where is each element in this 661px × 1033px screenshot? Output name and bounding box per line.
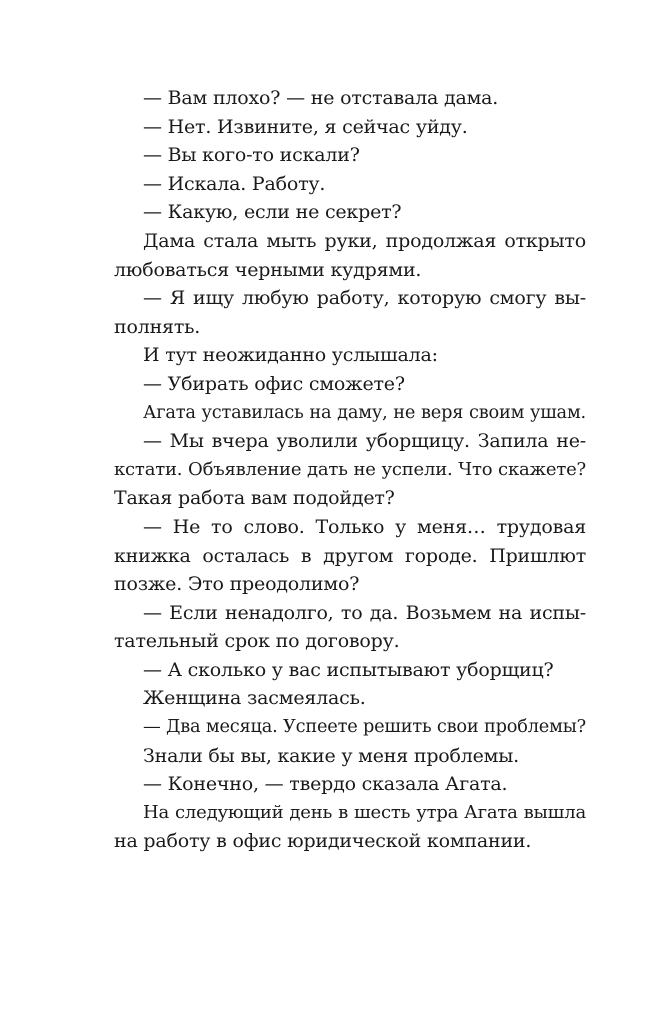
text-line: на работу в офис юридической компании. — [114, 830, 532, 853]
text-line: — Нет. Извините, я сейчас уйду. — [143, 115, 468, 138]
text-line: — Убирать офис сможете? — [143, 372, 405, 395]
text-line: — Если ненадолго, то да. Возьмем на испы- — [143, 601, 586, 624]
text-line: — Какую, если не секрет? — [143, 201, 402, 224]
text-line: — А сколько у вас испытывают уборщиц? — [143, 658, 554, 681]
text-line: Такая работа вам подойдет? — [114, 487, 395, 510]
text-line: — Не то слово. Только у меня… трудовая — [143, 515, 586, 538]
text-line: На следующий день в шесть утра Агата вышла — [143, 801, 586, 823]
text-line: — Я ищу любую работу, которую смогу вы- — [143, 287, 586, 310]
text-line: книжка осталась в другом городе. Пришлют — [114, 544, 586, 567]
text-line: любоваться черными кудрями. — [114, 258, 422, 281]
text-line: позже. Это преодолимо? — [114, 573, 360, 596]
text-line: Дама стала мыть руки, продолжая открыто — [143, 229, 586, 252]
text-line: — Два месяца. Успеете решить свои проблемы? — [143, 717, 586, 738]
text-line: — Искала. Работу. — [143, 172, 326, 195]
text-line: — Вам плохо? — не отставала дама. — [143, 87, 499, 109]
book-page-text — [114, 84, 586, 856]
text-line: тательный срок по договору. — [114, 630, 400, 653]
text-line: — Вы кого-то искали? — [143, 144, 360, 167]
text-line: — Мы вчера уволили уборщицу. Запила не- — [143, 430, 586, 453]
text-line: — Конечно, — твердо сказала Агата. — [143, 773, 508, 796]
text-line: Агата уставилась на даму, не веря своим ушам. — [143, 402, 586, 423]
text-line: полнять. — [114, 315, 201, 338]
text-line: Женщина засмеялась. — [143, 687, 366, 710]
text-line: И тут неожиданно услышала: — [143, 344, 438, 367]
text-line: кстати. Объявление дать не успели. Что скажете? — [114, 458, 586, 480]
text-line: Знали бы вы, какие у меня проблемы. — [143, 744, 520, 767]
